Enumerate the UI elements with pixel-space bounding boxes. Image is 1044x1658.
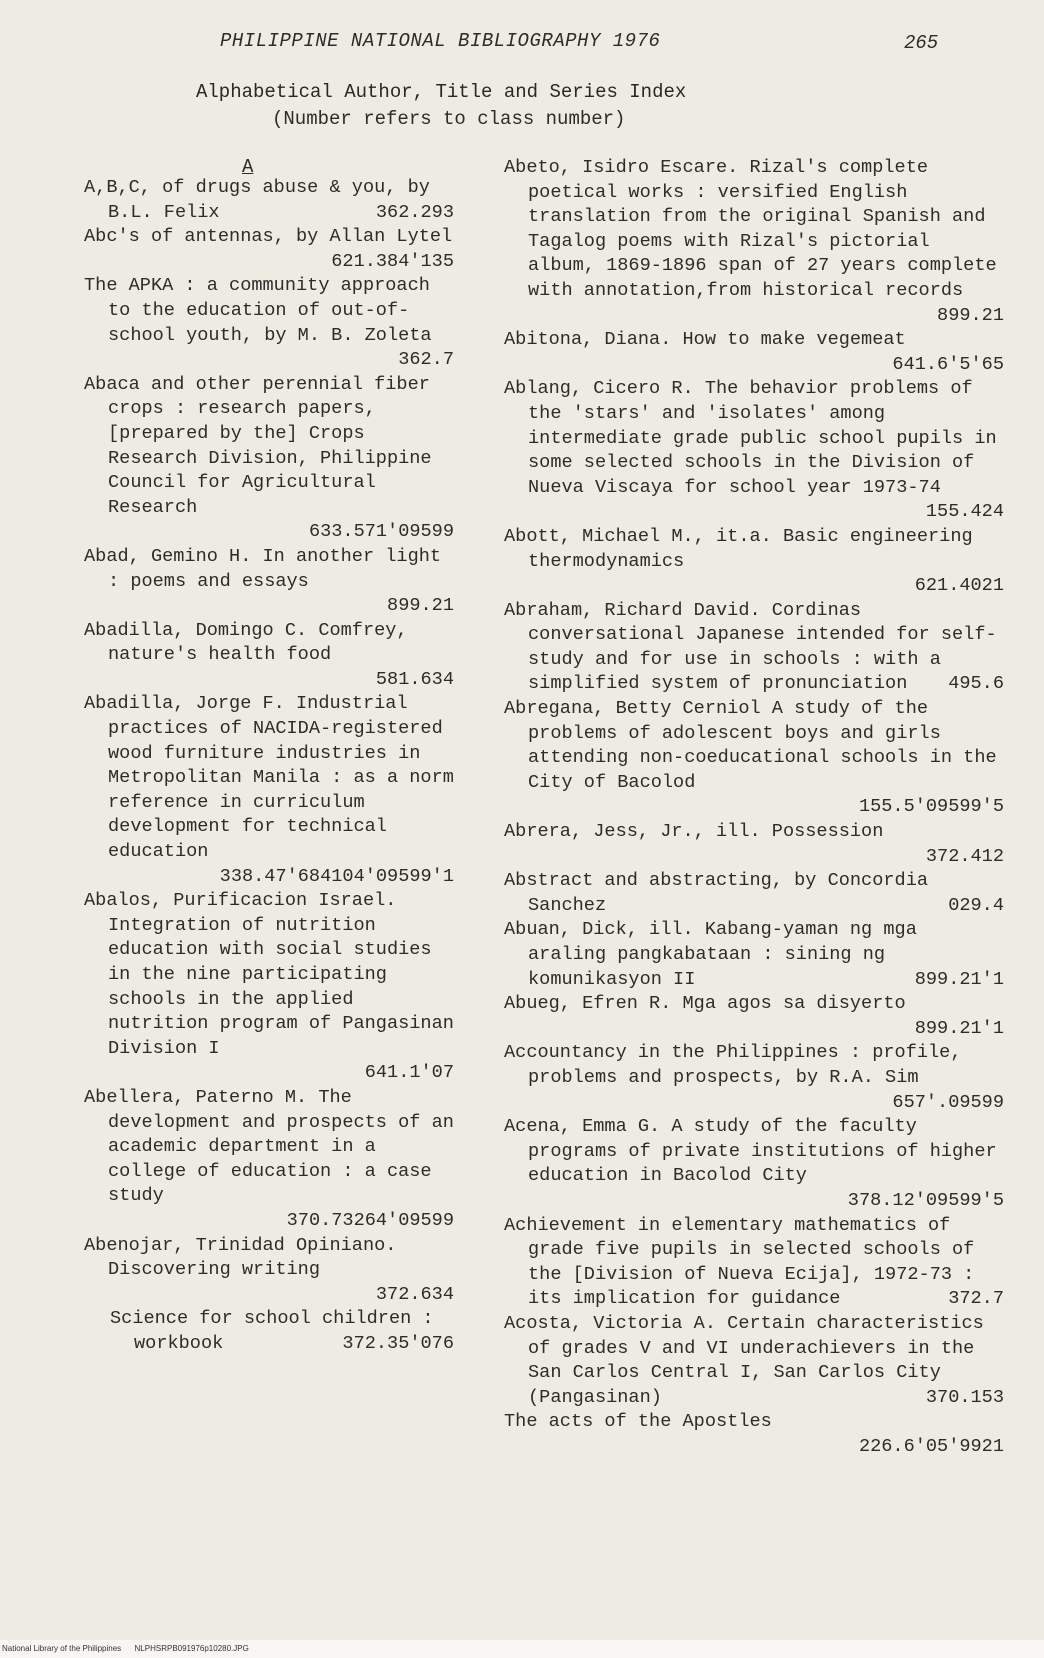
class-number: 899.21 [937, 304, 1004, 326]
index-entry [84, 692, 454, 889]
index-entry [504, 599, 1004, 697]
index-entry [504, 1312, 1004, 1410]
class-number: 029.4 [948, 894, 1004, 916]
entry-text: Abregana, Betty Cerniol A study of the problems of adolescent boys and girls attending non-coeducational schools in the City of Bacolod [504, 698, 997, 793]
entry-text: Abaca and other perennial fiber crops : research papers, [prepared by the] Crops Research Division, Philippine Council for Agricultural Research [84, 373, 432, 518]
index-entry [84, 176, 454, 225]
class-number: 899.21'1 [914, 968, 1004, 990]
class-number: 370.73264'09599 [286, 1209, 454, 1231]
class-number: 657'.09599 [892, 1091, 1004, 1113]
footer-filename: NLPHSRPB091976p10280.JPG [134, 1644, 249, 1653]
index-title: Alphabetical Author, Title and Series Index [196, 81, 687, 103]
index-entry [504, 992, 1004, 1041]
index-entry [504, 1214, 1004, 1312]
index-entry [504, 697, 1004, 820]
class-number: 155.5'09599'5 [858, 796, 1004, 818]
entry-text: The APKA : a community approach to the education of out-of-school youth, by M. B. Zoleta [84, 275, 432, 346]
entry-text: Abadilla, Domingo C. Comfrey, nature's health food [84, 619, 408, 666]
entry-text: Abstract and abstracting, by Concordia Sanchez [504, 870, 929, 916]
index-entry [84, 1307, 454, 1356]
index-entry [84, 373, 454, 545]
class-number: 372.7 [948, 1288, 1004, 1310]
class-number: 899.21 [387, 595, 454, 617]
class-number: 581.634 [375, 668, 454, 690]
index-entry [504, 820, 1004, 869]
entry-text: Abrera, Jess, Jr., ill. Possession [504, 821, 884, 843]
entry-text: Abitona, Diana. How to make vegemeat [504, 329, 906, 351]
class-number: 621.4021 [914, 575, 1004, 597]
class-number: 370.153 [925, 1386, 1004, 1408]
class-number: 621.384'135 [331, 250, 454, 272]
entry-text: The acts of the Apostles [504, 1411, 772, 1433]
entry-text: Acena, Emma G. A study of the faculty programs of private institutions of higher education in Bacolod City [504, 1116, 997, 1187]
index-entry [504, 328, 1004, 377]
entry-text: Abadilla, Jorge F. Industrial practices of NACIDA-registered wood furniture industries in Metropolitan Manila : as a norm reference in curriculum development for technical education [84, 693, 454, 863]
entry-text: Achievement in elementary mathematics of grade five pupils in selected schools of the [Division of Nueva Ecija], 1972-73 : its implication for guidance [504, 1214, 975, 1310]
index-entry [504, 377, 1004, 525]
index-entry [84, 619, 454, 693]
class-number: 641.6'5'65 [892, 353, 1004, 375]
entry-text: Ablang, Cicero R. The behavior problems of the 'stars' and 'isolates' among intermediate grade public school pupils in some selected schools in the Division of Nueva Viscaya for school year 1973-74 [504, 378, 997, 498]
class-number: 372.634 [375, 1283, 454, 1305]
entry-text: Abuan, Dick, ill. Kabang-yaman ng mga araling pangkabataan : sining ng komunikasyon II [504, 919, 917, 990]
index-entry [504, 525, 1004, 599]
class-number: 226.6'05'9921 [858, 1435, 1004, 1457]
entry-text: Abott, Michael M., it.a. Basic engineering thermodynamics [504, 525, 973, 572]
index-subtitle: (Number refers to class number) [272, 108, 626, 130]
entry-text: Abalos, Purificacion Israel. Integration of nutrition education with social studies in the nine participating schools in the applied nutrition program of Pangasinan Division I [84, 890, 454, 1059]
index-entry [504, 1115, 1004, 1213]
index-entry [84, 274, 454, 372]
index-entry [84, 889, 454, 1086]
left-column [84, 176, 454, 1357]
class-number: 362.293 [375, 201, 454, 223]
class-number: 372.412 [925, 845, 1004, 867]
class-number: 362.7 [398, 349, 454, 371]
class-number: 495.6 [948, 673, 1004, 695]
scan-footer [0, 1640, 1044, 1658]
class-number: 899.21'1 [914, 1017, 1004, 1039]
entry-text: A,B,C, of drugs abuse & you, by B.L. Felix [84, 177, 430, 223]
entry-text: Abueg, Efren R. Mga agos sa disyerto [504, 993, 906, 1015]
entry-text: Accountancy in the Philippines : profile, problems and prospects, by R.A. Sim [504, 1042, 962, 1088]
class-number: 338.47'684104'09599'1 [219, 865, 454, 887]
entry-text: Science for school children : workbook [110, 1308, 434, 1354]
footer-credit: National Library of the Philippines [2, 1644, 122, 1653]
class-number: 641.1'07 [364, 1062, 454, 1084]
entry-text: Abenojar, Trinidad Opiniano. Discovering writing [84, 1234, 397, 1281]
page-number: 265 [904, 32, 939, 54]
index-entry [504, 1041, 1004, 1115]
index-entry [84, 1086, 454, 1234]
entry-text: Abellera, Paterno M. The development and prospects of an academic department in a college of education : a case study [84, 1086, 454, 1207]
right-column [504, 156, 1004, 1459]
index-entry [504, 918, 1004, 992]
entry-text: Abad, Gemino H. In another light : poems and essays [84, 545, 442, 592]
class-number: 378.12'09599'5 [847, 1189, 1004, 1211]
index-entry [84, 545, 454, 619]
index-entry [504, 1410, 1004, 1459]
class-number: 633.571'09599 [308, 521, 454, 543]
class-number: 372.35'076 [342, 1332, 454, 1354]
index-entry [84, 225, 454, 274]
index-entry [504, 156, 1004, 328]
entry-text: Abeto, Isidro Escare. Rizal's complete poetical works : versified English translation from the original Spanish and Tagalog poems with Rizal's pictorial album, 1869-1896 span of 27 years complete with annotation,from historical records [504, 157, 997, 301]
entry-text: Abraham, Richard David. Cordinas conversational Japanese intended for self-study and for use in schools : with a simplified system of pronunciation [504, 599, 997, 695]
section-letter: A [242, 156, 254, 178]
index-entry [504, 869, 1004, 918]
class-number: 155.424 [925, 501, 1004, 523]
entry-text: Acosta, Victoria A. Certain characteristics of grades V and VI underachievers in the San Carlos Central I, San Carlos City (Pangasinan) [504, 1312, 984, 1408]
index-entry [84, 1234, 454, 1308]
entry-text: Abc's of antennas, by Allan Lytel [84, 226, 453, 248]
running-title: PHILIPPINE NATIONAL BIBLIOGRAPHY 1976 [220, 30, 661, 52]
